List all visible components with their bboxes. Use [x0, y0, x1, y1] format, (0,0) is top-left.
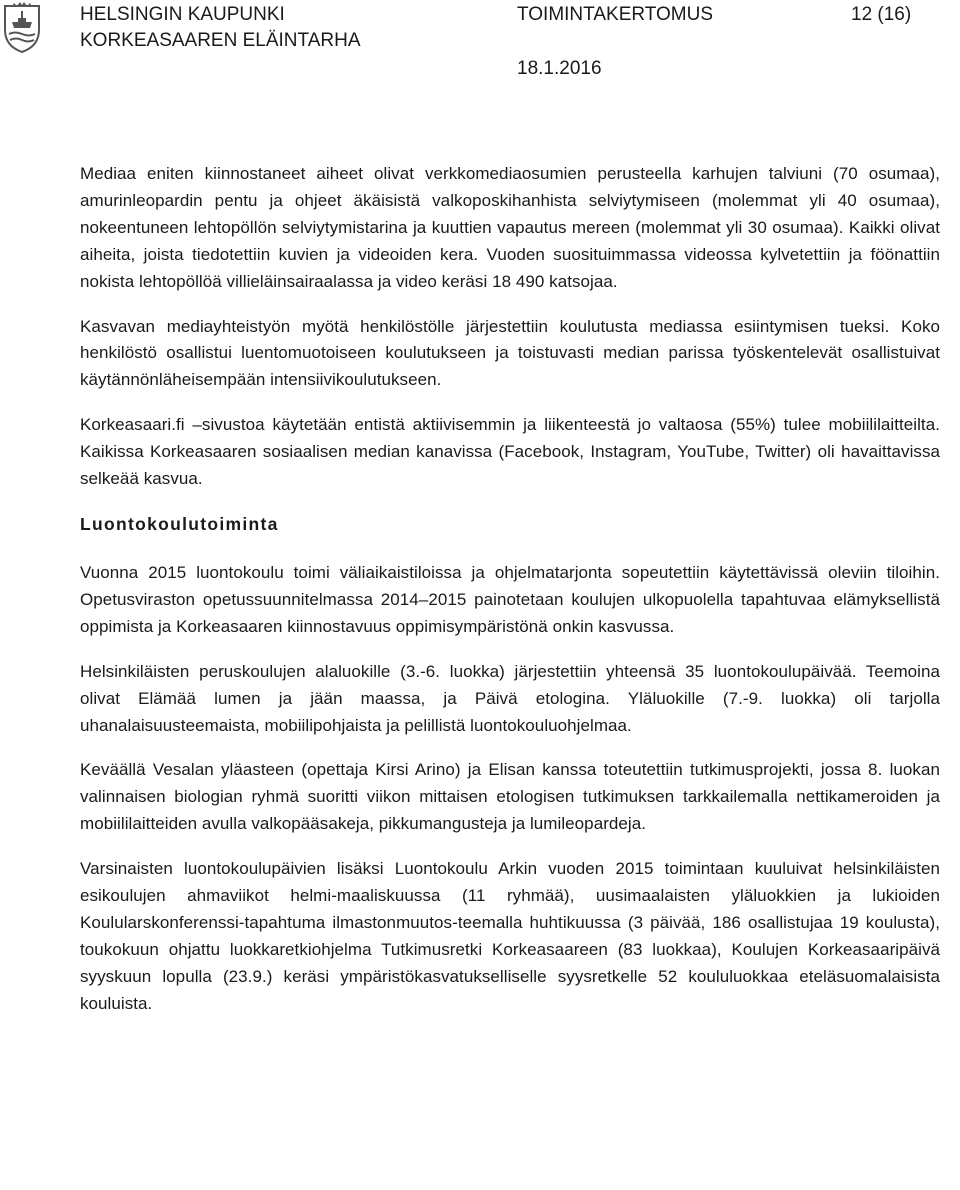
page-header — [0, 0, 960, 80]
body-paragraph: Keväällä Vesalan yläasteen (opettaja Kirsi Arino) ja Elisan kanssa toteutettiin tutkimusprojekti, jossa 8. luokan valinnaisen biologian ryhmä suoritti viikon mittaisen etologisen tutkimuksen tarkkailemalla nettikameroiden ja mobiililaitteiden avulla valkopääsakeja, pikkumangusteja ja lumileopardeja. — [80, 760, 940, 834]
section-heading: Luontokoulutoiminta — [80, 513, 279, 534]
body-paragraph: Kasvavan mediayhteistyön myötä henkilöstölle järjestettiin koulutusta mediassa esiintymisen tueksi. Koko henkilöstö osallistui luentomuotoiseen koulutukseen ja toistuvasti median parissa työskentelevät osallistuivat käytännönläheisempään intensiivikoulutukseen. — [80, 316, 940, 390]
body-paragraph: Mediaa eniten kiinnostaneet aiheet olivat verkkomediaosumien perusteella karhujen talviuni (70 osumaa), amurinleopardin pentu ja ohjeet äkäisistä valkoposkihanhista selviytymiseen (molemmat yli 40 osumaa), nokeentuneen lehtopöllön selviytymistarina ja kuuttien vapautus mereen (molemmat yli 30 osumaa). Kaikki olivat aiheita, joista tiedotettiin kuvien ja videoiden kera. Vuoden suosituimmassa videossa kylvetettiin ja föönattiin nokista lehtopöllöä villieläinsairaalassa ja video keräsi 18 490 katsojaa. — [80, 164, 940, 291]
unit-name: KORKEASAAREN ELÄINTARHA — [80, 30, 361, 51]
document-date: 18.1.2016 — [517, 58, 602, 79]
document-body — [80, 161, 940, 1036]
helsinki-coat-of-arms-icon — [2, 2, 42, 54]
body-paragraph: Helsinkiläisten peruskoulujen alaluokille (3.-6. luokka) järjestettiin yhteensä 35 luontokoulupäivää. Teemoina olivat Elämää lumen ja jään maassa, ja Päivä etologina. Yläluokille (7.-9. luokka) oli tarjolla uhanalaisuusteemaista, mobiilipohjaista ja pelillistä luontokouluohjelmaa. — [80, 661, 940, 735]
body-paragraph: Varsinaisten luontokoulupäivien lisäksi Luontokoulu Arkin vuoden 2015 toimintaan kuuluivat helsinkiläisten esikoulujen ahmaviikot helmi-maaliskuussa (11 ryhmää), uusimaalaisten yläluokkien ja lukioiden Koulularskonferenssi-tapahtuma ilmastonmuutos-teemalla huhtikuussa (3 päivää, 186 osallistujaa 19 koulusta), toukokuun ohjattu luokkaretkiohjelma Tutkimusretki Korkeasaareen (83 luokkaa), Koulujen Korkeasaaripäivä syyskuun lopulla (23.9.) keräsi ympäristökasvatukselliselle syysretkelle 52 koululuokkaa eteläsuomalaisista kouluista. — [80, 859, 940, 1013]
document-type: TOIMINTAKERTOMUS — [517, 4, 714, 25]
page-number: 12 (16) — [851, 4, 912, 25]
body-paragraph: Korkeasaari.fi –sivustoa käytetään entistä aktiivisemmin ja liikenteestä jo valtaosa (55%) tulee mobiililaitteilta. Kaikissa Korkeasaaren sosiaalisen median kanavissa (Facebook, Instagram, YouTube, Twitter) oli havaittavissa selkeää kasvua. — [80, 415, 940, 489]
body-paragraph: Vuonna 2015 luontokoulu toimi väliaikaistiloissa ja ohjelmatarjonta sopeutettiin käytettävissä oleviin tiloihin. Opetusviraston opetussuunnitelmassa 2014–2015 painotetaan koulujen ulkopuolella tapahtuvaa elämyksellistä oppimista ja Korkeasaaren kiinnostavuus oppimisympäristönä onkin kasvussa. — [80, 562, 940, 636]
organization-name: HELSINGIN KAUPUNKI — [80, 4, 285, 25]
